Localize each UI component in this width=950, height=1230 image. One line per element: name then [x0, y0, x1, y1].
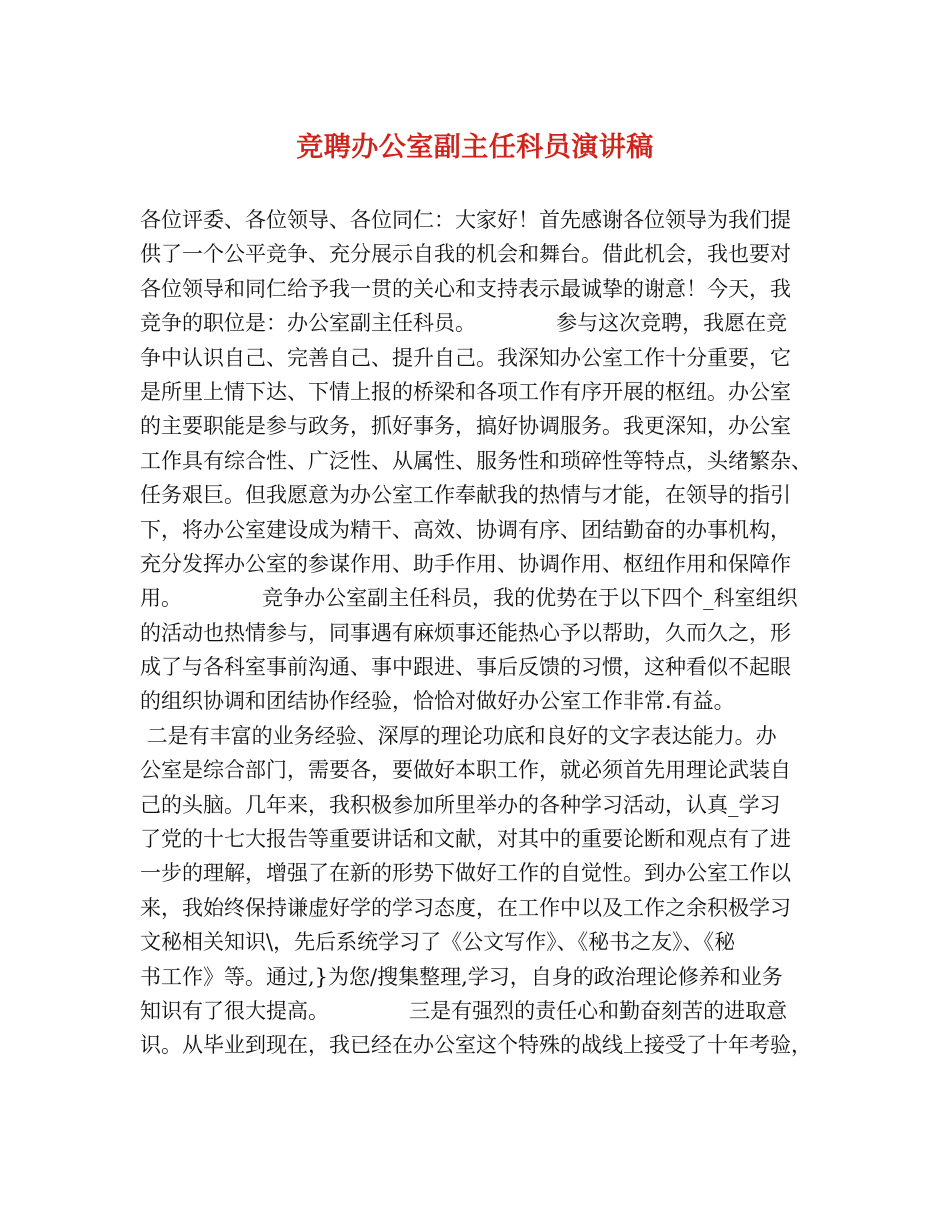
body-line: 一步的理解，增强了在新的形势下做好工作的自觉性。到办公室工作以: [140, 861, 791, 886]
document-body: [140, 203, 820, 1063]
body-line: 二是有丰富的业务经验、深厚的理论功底和良好的文字表达能力。办: [140, 723, 777, 748]
body-line: 书工作》等。通过,}为您/搜集整理,学习，自身的政治理论修养和业务: [140, 964, 783, 989]
body-line: 供了一个公平竞争、充分展示自我的机会和舞台。借此机会，我也要对: [140, 242, 791, 267]
body-line: 的组织协调和团结协作经验，恰恰对做好办公室工作非常.有益。: [140, 689, 735, 714]
body-line: 是所里上情下达、下情上报的桥梁和各项工作有序开展的枢纽。办公室: [140, 379, 791, 404]
body-line: 知识有了很大提高。 三是有强烈的责任心和勤奋刻苦的进取意: [140, 998, 788, 1023]
body-line: 各位领导和同仁给予我一贯的关心和支持表示最诚挚的谢意！今天，我: [140, 276, 791, 301]
body-line: 的主要职能是参与政务，抓好事务，搞好协调服务。我更深知，办公室: [140, 414, 791, 439]
body-line: 用。 竞争办公室副主任科员，我的优势在于以下四个_科室组织: [140, 586, 798, 611]
body-line: 公室是综合部门，需要各，要做好本职工作，就必须首先用理论武装自: [140, 758, 791, 783]
body-line: 充分发挥办公室的参谋作用、助手作用、协调作用、枢纽作用和保障作: [140, 551, 791, 576]
body-line: 的活动也热情参与，同事遇有麻烦事还能热心予以帮助，久而久之，形: [140, 620, 791, 645]
body-line: 文秘相关知识\，先后系统学习了《公文写作》、《秘书之友》、《秘: [140, 930, 736, 955]
body-line: 己的头脑。几年来，我积极参加所里举办的各种学习活动，认真_学习: [140, 792, 781, 817]
body-line: 各位评委、各位领导、各位同仁：大家好！首先感谢各位领导为我们提: [140, 208, 791, 232]
body-line: 来，我始终保持谦虚好学的学习态度，在工作中以及工作之余积极学习: [140, 895, 791, 920]
body-line: 识。从毕业到现在，我已经在办公室这个特殊的战线上接受了十年考验，: [140, 1033, 812, 1058]
body-line: 成了与各科室事前沟通、事中跟进、事后反馈的习惯，这种看似不起眼: [140, 655, 791, 680]
document-title: 竞聘办公室副主任科员演讲稿: [296, 132, 654, 163]
body-line: 任务艰巨。但我愿意为办公室工作奉献我的热情与才能，在领导的指引: [140, 483, 791, 508]
body-line: 下，将办公室建设成为精干、高效、协调有序、团结勤奋的办事机构，: [140, 517, 791, 542]
body-line: 工作具有综合性、广泛性、从属性、服务性和琐碎性等特点，头绪繁杂、: [140, 448, 812, 473]
body-line: 争中认识自己、完善自己、提升自己。我深知办公室工作十分重要，它: [140, 345, 791, 370]
body-line: 了党的十七大报告等重要讲话和文献，对其中的重要论断和观点有了进: [140, 827, 791, 852]
body-line: 竞争的职位是：办公室副主任科员。 参与这次竞聘，我愿在竞: [140, 311, 788, 336]
